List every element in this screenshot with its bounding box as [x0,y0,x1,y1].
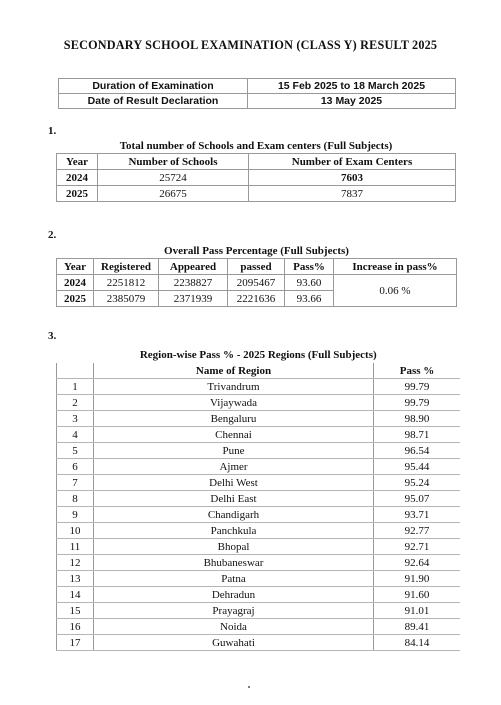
table-row [57,427,461,443]
region-pass-cell: 91.01 [374,603,461,619]
schools-centers-table [56,138,456,202]
table-row [57,619,461,635]
region-pass-cell: 98.71 [374,427,461,443]
region-pass-cell: 99.79 [374,395,461,411]
passed-cell: 2221636 [228,291,285,307]
region-number-cell: 11 [57,539,94,555]
scan-speck [248,686,250,688]
region-number-cell: 16 [57,619,94,635]
table-caption: Overall Pass Percentage (Full Subjects) [57,243,457,259]
region-name-cell: Bhopal [94,539,374,555]
region-number-cell: 10 [57,523,94,539]
year-cell: 2025 [57,186,98,202]
table-row [57,170,456,186]
table-row [57,395,461,411]
region-number-cell: 9 [57,507,94,523]
column-header: Year [57,259,94,275]
region-pass-cell: 95.44 [374,459,461,475]
table-row [57,275,457,291]
region-name-cell: Ajmer [94,459,374,475]
appeared-cell: 2238827 [159,275,228,291]
exam-info-table [58,78,456,109]
table-row [57,475,461,491]
table-row [57,186,456,202]
info-value: 15 Feb 2025 to 18 March 2025 [248,79,456,94]
region-number-cell: 2 [57,395,94,411]
region-pass-cell: 92.77 [374,523,461,539]
table-row [57,587,461,603]
region-number-cell: 8 [57,491,94,507]
region-number-cell: 5 [57,443,94,459]
region-name-cell: Prayagraj [94,603,374,619]
section-number: 1. [48,125,57,137]
appeared-cell: 2371939 [159,291,228,307]
region-name-cell: Delhi East [94,491,374,507]
region-name-cell: Trivandrum [94,379,374,395]
section-number: 3. [48,330,57,342]
table-row [57,507,461,523]
info-label: Date of Result Declaration [59,94,248,109]
pass-percent-cell: 93.66 [285,291,334,307]
year-cell: 2024 [57,275,94,291]
region-pass-cell: 92.64 [374,555,461,571]
table-row [57,603,461,619]
region-name-cell: Noida [94,619,374,635]
column-header: Year [57,154,98,170]
column-header: Appeared [159,259,228,275]
region-number-cell: 6 [57,459,94,475]
table-row [57,555,461,571]
region-number-cell: 1 [57,379,94,395]
table-row [57,443,461,459]
region-number-cell: 17 [57,635,94,651]
region-name-cell: Vijaywada [94,395,374,411]
column-header: Pass % [374,363,461,379]
region-pass-cell: 96.54 [374,443,461,459]
region-number-cell: 12 [57,555,94,571]
page-title: SECONDARY SCHOOL EXAMINATION (CLASS Y) RESULT 2025 [63,38,438,52]
region-pass-cell: 95.07 [374,491,461,507]
region-name-cell: Patna [94,571,374,587]
column-header [57,363,94,379]
table-row [57,635,461,651]
region-name-cell: Bengaluru [94,411,374,427]
table-row [57,571,461,587]
region-name-cell: Dehradun [94,587,374,603]
region-name-cell: Pune [94,443,374,459]
info-row [59,79,456,94]
table-caption: Total number of Schools and Exam centers (Full Subjects) [57,138,456,154]
column-header: Number of Schools [98,154,249,170]
region-number-cell: 14 [57,587,94,603]
registered-cell: 2385079 [94,291,159,307]
column-header: Pass% [285,259,334,275]
region-pass-cell: 99.79 [374,379,461,395]
column-header: Registered [94,259,159,275]
pass-percentage-table [56,243,457,307]
region-name-cell: Bhubaneswar [94,555,374,571]
region-pass-cell: 92.71 [374,539,461,555]
region-number-cell: 3 [57,411,94,427]
region-number-cell: 13 [57,571,94,587]
region-pass-cell: 95.24 [374,475,461,491]
year-cell: 2025 [57,291,94,307]
region-pass-cell: 91.90 [374,571,461,587]
table-row [57,523,461,539]
column-header: Number of Exam Centers [249,154,456,170]
region-name-cell: Panchkula [94,523,374,539]
region-name-cell: Guwahati [94,635,374,651]
region-pass-table [56,347,460,651]
region-pass-cell: 89.41 [374,619,461,635]
table-row [57,379,461,395]
region-pass-cell: 84.14 [374,635,461,651]
info-row [59,94,456,109]
region-name-cell: Chandigarh [94,507,374,523]
table-caption: Region-wise Pass % - 2025 Regions (Full Subjects) [139,349,377,361]
pass-percent-cell: 93.60 [285,275,334,291]
info-value: 13 May 2025 [248,94,456,109]
schools-cell: 26675 [98,186,249,202]
table-row [57,491,461,507]
region-number-cell: 7 [57,475,94,491]
region-pass-cell: 91.60 [374,587,461,603]
column-header: passed [228,259,285,275]
region-pass-cell: 93.71 [374,507,461,523]
table-row [57,539,461,555]
centers-cell: 7837 [249,186,456,202]
column-header: Increase in pass% [334,259,457,275]
registered-cell: 2251812 [94,275,159,291]
region-name-cell: Delhi West [94,475,374,491]
centers-cell: 7603 [249,170,456,186]
passed-cell: 2095467 [228,275,285,291]
region-number-cell: 15 [57,603,94,619]
schools-cell: 25724 [98,170,249,186]
year-cell: 2024 [57,170,98,186]
increase-cell: 0.06 % [334,275,457,307]
table-row [57,411,461,427]
region-pass-cell: 98.90 [374,411,461,427]
region-name-cell: Chennai [94,427,374,443]
table-row [57,459,461,475]
info-label: Duration of Examination [59,79,248,94]
column-header: Name of Region [94,363,374,379]
section-number: 2. [48,229,57,241]
region-number-cell: 4 [57,427,94,443]
